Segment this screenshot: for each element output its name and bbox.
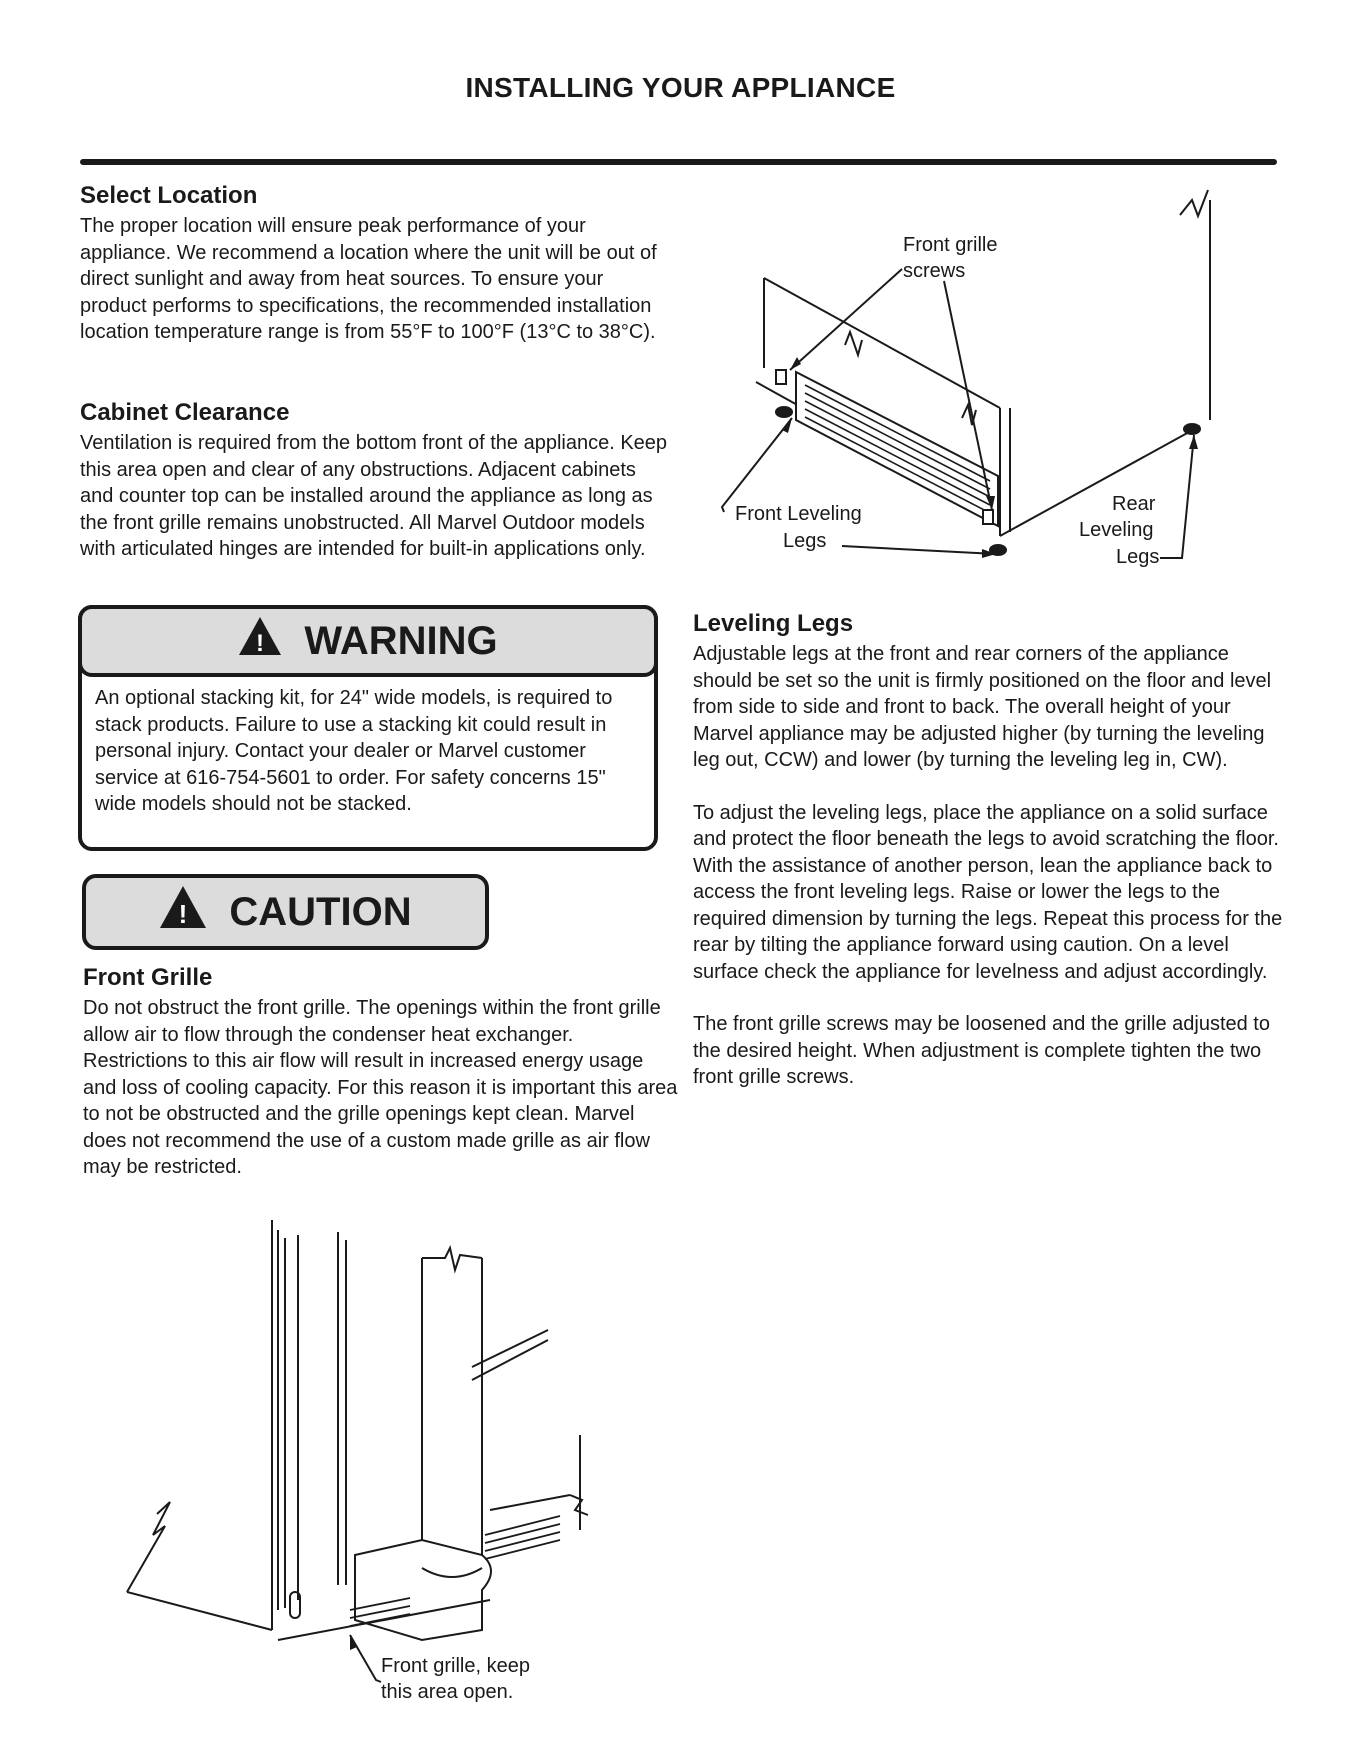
callout-grille-screws-line2: screws	[903, 260, 966, 282]
cabinet-clearance-body: Ventilation is required from the bottom front of the appliance. Keep this area open and clear of any obstructions. Adjacent cabinets and counter top can be installed around the appliance as long as the front grille remains unobstructed. All Marvel Outdoor models with articulated hinges are intended for built-in applications only.	[80, 432, 668, 560]
callout-front-grille-line1: Front grille, keep	[381, 1655, 530, 1677]
front-grille-diagram	[110, 1210, 670, 1703]
callout-front-legs-line1: Front Leveling	[735, 503, 862, 525]
cabinet-clearance-section	[80, 398, 670, 563]
callout-rear-legs-line2: Leveling	[1079, 519, 1154, 541]
caution-label: CAUTION	[229, 889, 412, 934]
title-rule	[80, 159, 1277, 165]
leveling-legs-paragraph-2: To adjust the leveling legs, place the appliance on a solid surface and protect the floor beneath the legs to avoid scratching the floor. With the assistance of another person, lean the appliance back to access the front leveling legs. Raise or lower the legs to the required dimension by turning the legs. Repeat this process for the rear by tilting the appliance forward using caution. On a level surface check the appliance for levelness and adjust accordingly.	[693, 801, 1283, 983]
svg-text:!: !	[256, 630, 265, 656]
warning-header	[78, 605, 658, 677]
callout-rear-legs-line1: Rear	[1112, 493, 1156, 515]
page-title: INSTALLING YOUR APPLIANCE	[465, 72, 896, 103]
warning-body: An optional stacking kit, for 24" wide models, is required to stack products. Failure to use a stacking kit could result in personal injury. Contact your dealer or Marvel customer service at 616-754-5601 to order. For safety concerns 15" wide models should not be stacked.	[95, 687, 613, 815]
leveling-legs-paragraph-3: The front grille screws may be loosened and the grille adjusted to the desired height. When adjustment is complete tighten the two front grille screws.	[693, 1013, 1270, 1088]
select-location-section	[80, 181, 670, 346]
callout-front-grille-line2: this area open.	[381, 1681, 514, 1703]
front-grille-section	[83, 963, 678, 1181]
svg-text:!: !	[179, 899, 188, 929]
caution-box	[82, 874, 489, 950]
warning-triangle-icon	[238, 616, 282, 666]
warning-label: WARNING	[304, 618, 498, 663]
callout-grille-screws-line1: Front grille	[903, 234, 998, 256]
leveling-legs-diagram	[700, 180, 1300, 580]
select-location-heading: Select Location	[80, 182, 258, 209]
leveling-legs-paragraph-1: Adjustable legs at the front and rear corners of the appliance should be set so the unit is firmly positioned on the floor and level from side to side and front to back. The overall height of your Marvel appliance may be adjusted higher (by turning the leveling leg out, CCW) and lower (by turning the leveling leg in, CW).	[693, 643, 1272, 771]
callout-front-legs-line2: Legs	[783, 530, 827, 552]
select-location-body: The proper location will ensure peak performance of your appliance. We recommend a location where the unit will be out of direct sunlight and away from heat sources. To ensure your product performs to specifications, the recommended installation location temperature range is from 55°F to 100°F (13°C to 38°C).	[80, 215, 657, 343]
front-grille-heading: Front Grille	[83, 964, 213, 991]
cabinet-clearance-heading: Cabinet Clearance	[80, 399, 290, 426]
callout-rear-legs-line3: Legs	[1116, 546, 1160, 568]
warning-box	[78, 605, 658, 851]
leveling-legs-section	[693, 609, 1288, 1091]
caution-triangle-icon	[159, 885, 207, 939]
leveling-legs-heading: Leveling Legs	[693, 610, 854, 637]
front-grille-body: Do not obstruct the front grille. The openings within the front grille allow air to flow through the condenser heat exchanger. Restrictions to this air flow will result in increased energy usage and loss of cooling capacity. For this reason it is important this area to not be obstructed and the grille openings kept clean. Marvel does not recommend the use of a custom made grille as air flow may be restricted.	[83, 997, 678, 1178]
